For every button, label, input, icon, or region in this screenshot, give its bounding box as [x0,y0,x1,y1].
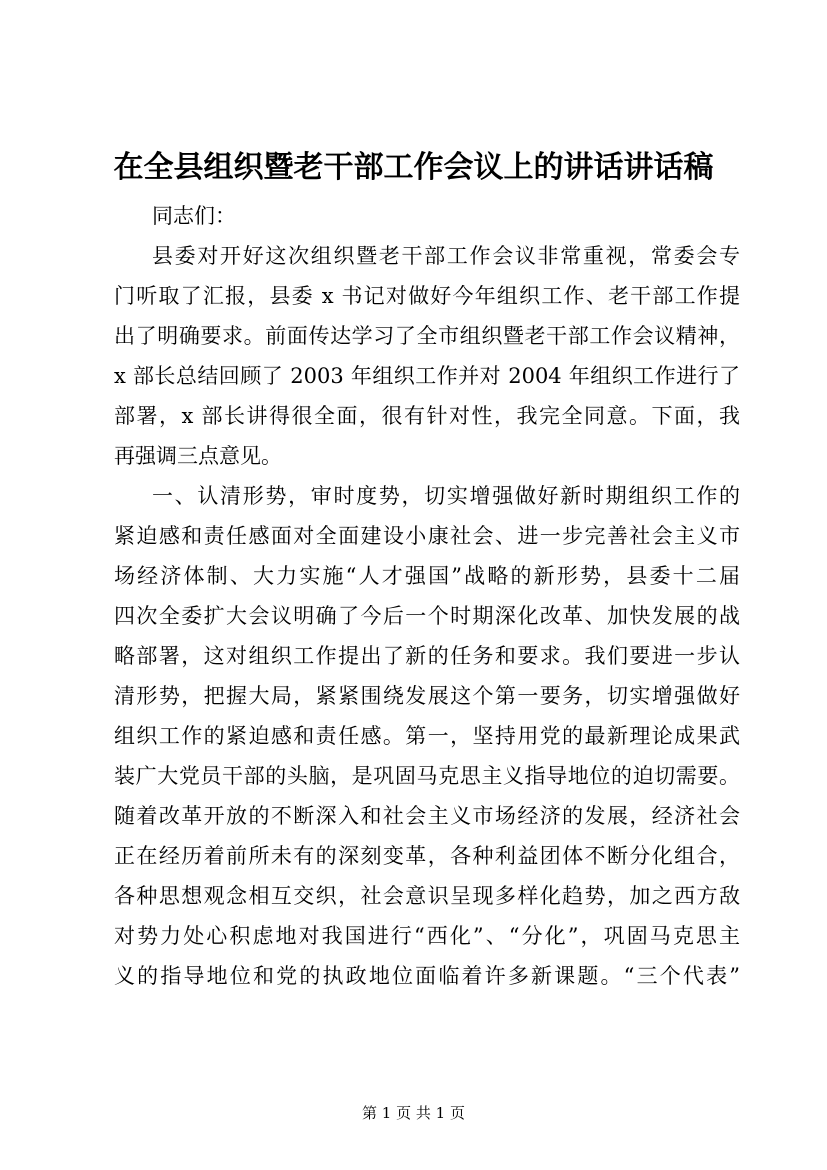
paragraph-line: 出了明确要求。前面传达学习了全市组织暨老干部工作会议精神， [114,324,740,348]
paragraph-line: 装广大党员干部的头脑，是巩固马克思主义指导地位的迫切需要。 [114,764,740,788]
paragraph-line: 略部署，这对组织工作提出了新的任务和要求。我们要进一步认 [114,644,740,668]
paragraph-line: 再强调三点意见。 [114,444,282,468]
paragraph-line: 一、认清形势，审时度势，切实增强做好新时期组织工作的 [152,484,740,508]
paragraph-line: x 部长总结回顾了 2003 年组织工作并对 2004 年组织工作进行了 [114,364,740,388]
paragraph-line: 紧迫感和责任感面对全面建设小康社会、进一步完善社会主义市 [114,524,740,548]
paragraph-line: 四次全委扩大会议明确了今后一个时期深化改革、加快发展的战 [114,604,740,628]
paragraph-line: 门听取了汇报，县委 x 书记对做好今年组织工作、老干部工作提 [114,284,740,308]
document-title: 在全县组织暨老干部工作会议上的讲话讲话稿 [113,150,714,185]
paragraph-line: 各种思想观念相互交织，社会意识呈现多样化趋势，加之西方敌 [114,884,740,908]
page-footer: 第 1 页 共 1 页 [362,1104,465,1122]
paragraph-line: 组织工作的紧迫感和责任感。第一，坚持用党的最新理论成果武 [114,724,740,748]
paragraph-line: 义的指导地位和党的执政地位面临着许多新课题。“三个代表” [114,964,740,988]
paragraph-line: 场经济体制、大力实施“人才强国”战略的新形势，县委十二届 [114,564,740,588]
paragraph-line: 县委对开好这次组织暨老干部工作会议非常重视，常委会专 [152,244,740,268]
salutation-line: 同志们： [152,204,236,228]
paragraph-line: 正在经历着前所未有的深刻变革，各种利益团体不断分化组合， [114,844,740,868]
document-body [114,196,740,996]
paragraph-line: 清形势，把握大局，紧紧围绕发展这个第一要务，切实增强做好 [114,684,740,708]
paragraph-line: 随着改革开放的不断深入和社会主义市场经济的发展，经济社会 [114,804,740,828]
paragraph-line: 对势力处心积虑地对我国进行“西化”、“分化”，巩固马克思主 [114,924,740,948]
paragraph-line: 部署，x 部长讲得很全面，很有针对性，我完全同意。下面，我 [114,404,740,428]
